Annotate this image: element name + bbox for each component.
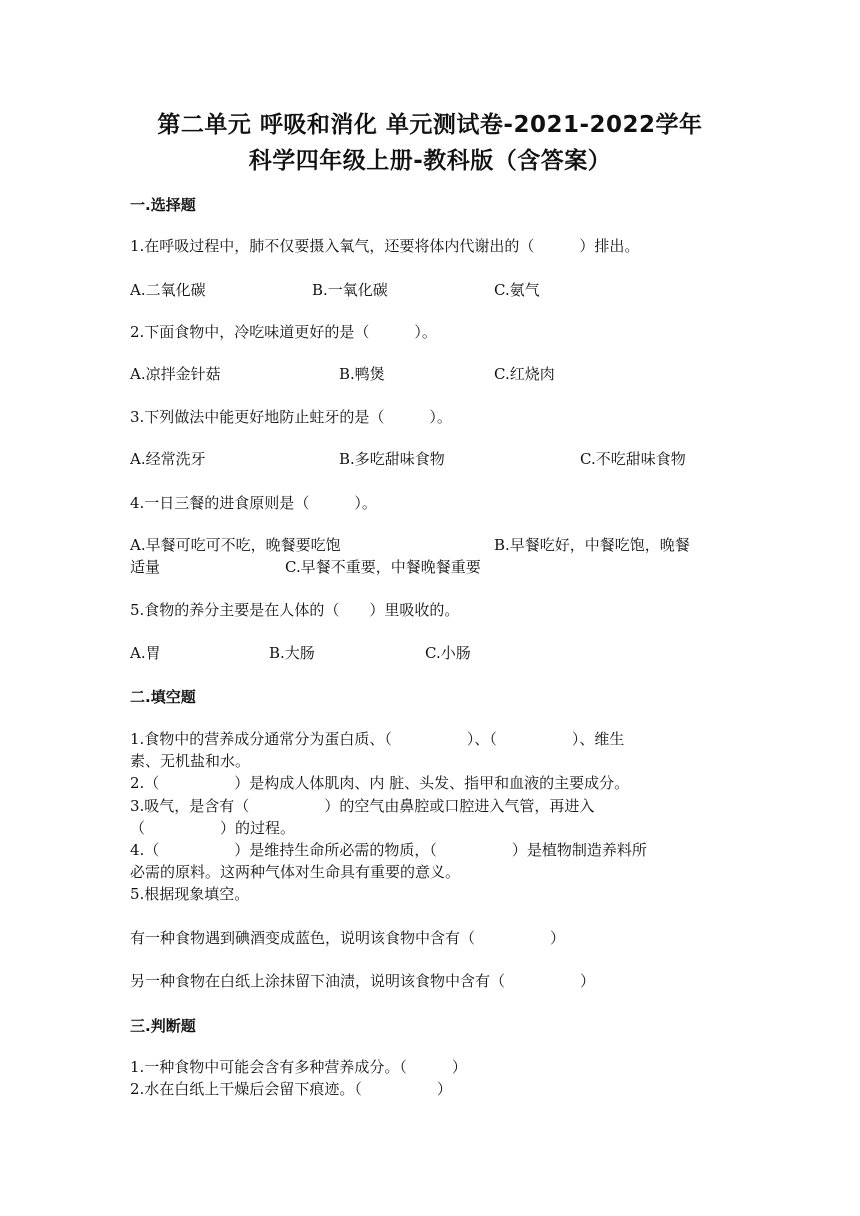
question-3: 3.下列做法中能更好地防止蛀牙的是（ ）。 [130,408,452,426]
section-heading-fill: 二.填空题 [130,688,196,706]
fill-line-3: 2.（ ）是构成人体肌肉、内 脏、头发、指甲和血液的主要成分。 [130,774,630,792]
option-5b: B.大肠 [269,644,315,662]
option-2a: A.凉拌金针菇 [130,365,221,383]
fill-line-4: 3.吸气，是含有（ ）的空气由鼻腔或口腔进入气管，再进入 [130,797,595,815]
option-5a: A.胃 [130,644,161,662]
option-1a: A.二氧化碳 [130,281,206,299]
doc-title-line1: 第二单元 呼吸和消化 单元测试卷-2021-2022学年 [157,112,703,138]
fill-line-1: 1.食物中的营养成分通常分为蛋白质、（ ）、（ ）、维生 [130,730,625,748]
option-4b: B.早餐吃好，中餐吃饱，晚餐 [494,536,690,554]
fill-line-5: （ ）的过程。 [130,819,296,837]
question-4: 4.一日三餐的进食原则是（ ）。 [130,494,377,512]
judge-line-1: 1.一种食物中可能会含有多种营养成分。（ ） [130,1058,467,1076]
option-4c: C.早餐不重要，中餐晚餐重要 [285,558,481,576]
question-5: 5.食物的养分主要是在人体的（ ）里吸收的。 [130,601,460,619]
option-1b: B.一氧化碳 [312,281,388,299]
option-4b-cont: 适量 [130,558,161,576]
option-5c: C.小肠 [425,644,471,662]
option-3a: A.经常洗牙 [130,450,206,468]
option-2b: B.鸭煲 [339,365,385,383]
option-4a: A.早餐可吃可不吃，晚餐要吃饱 [130,536,341,554]
fill-line-9: 有一种食物遇到碘酒变成蓝色，说明该食物中含有（ ） [130,929,566,947]
option-3b: B.多吃甜味食物 [339,450,445,468]
question-2: 2.下面食物中，冷吃味道更好的是（ ）。 [130,323,437,341]
section-heading-judge: 三.判断题 [130,1017,196,1035]
option-3c: C.不吃甜味食物 [580,450,686,468]
doc-title-line2: 科学四年级上册-教科版（含答案） [248,148,612,174]
fill-line-2: 素、无机盐和水。 [130,752,251,770]
fill-line-10: 另一种食物在白纸上涂抹留下油渍，说明该食物中含有（ ） [130,972,596,990]
section-heading-choice: 一.选择题 [130,196,196,214]
option-2c: C.红烧肉 [494,365,555,383]
fill-line-7: 必需的原料。这两种气体对生命具有重要的意义。 [130,863,461,881]
judge-line-2: 2.水在白纸上干燥后会留下痕迹。（ ） [130,1080,452,1098]
fill-line-8: 5.根据现象填空。 [130,885,250,903]
fill-line-6: 4.（ ）是维持生命所必需的物质，（ ）是植物制造养料所 [130,841,647,859]
option-1c: C.氨气 [494,281,540,299]
question-1: 1.在呼吸过程中，肺不仅要摄入氧气，还要将体内代谢出的（ ）排出。 [130,237,640,255]
